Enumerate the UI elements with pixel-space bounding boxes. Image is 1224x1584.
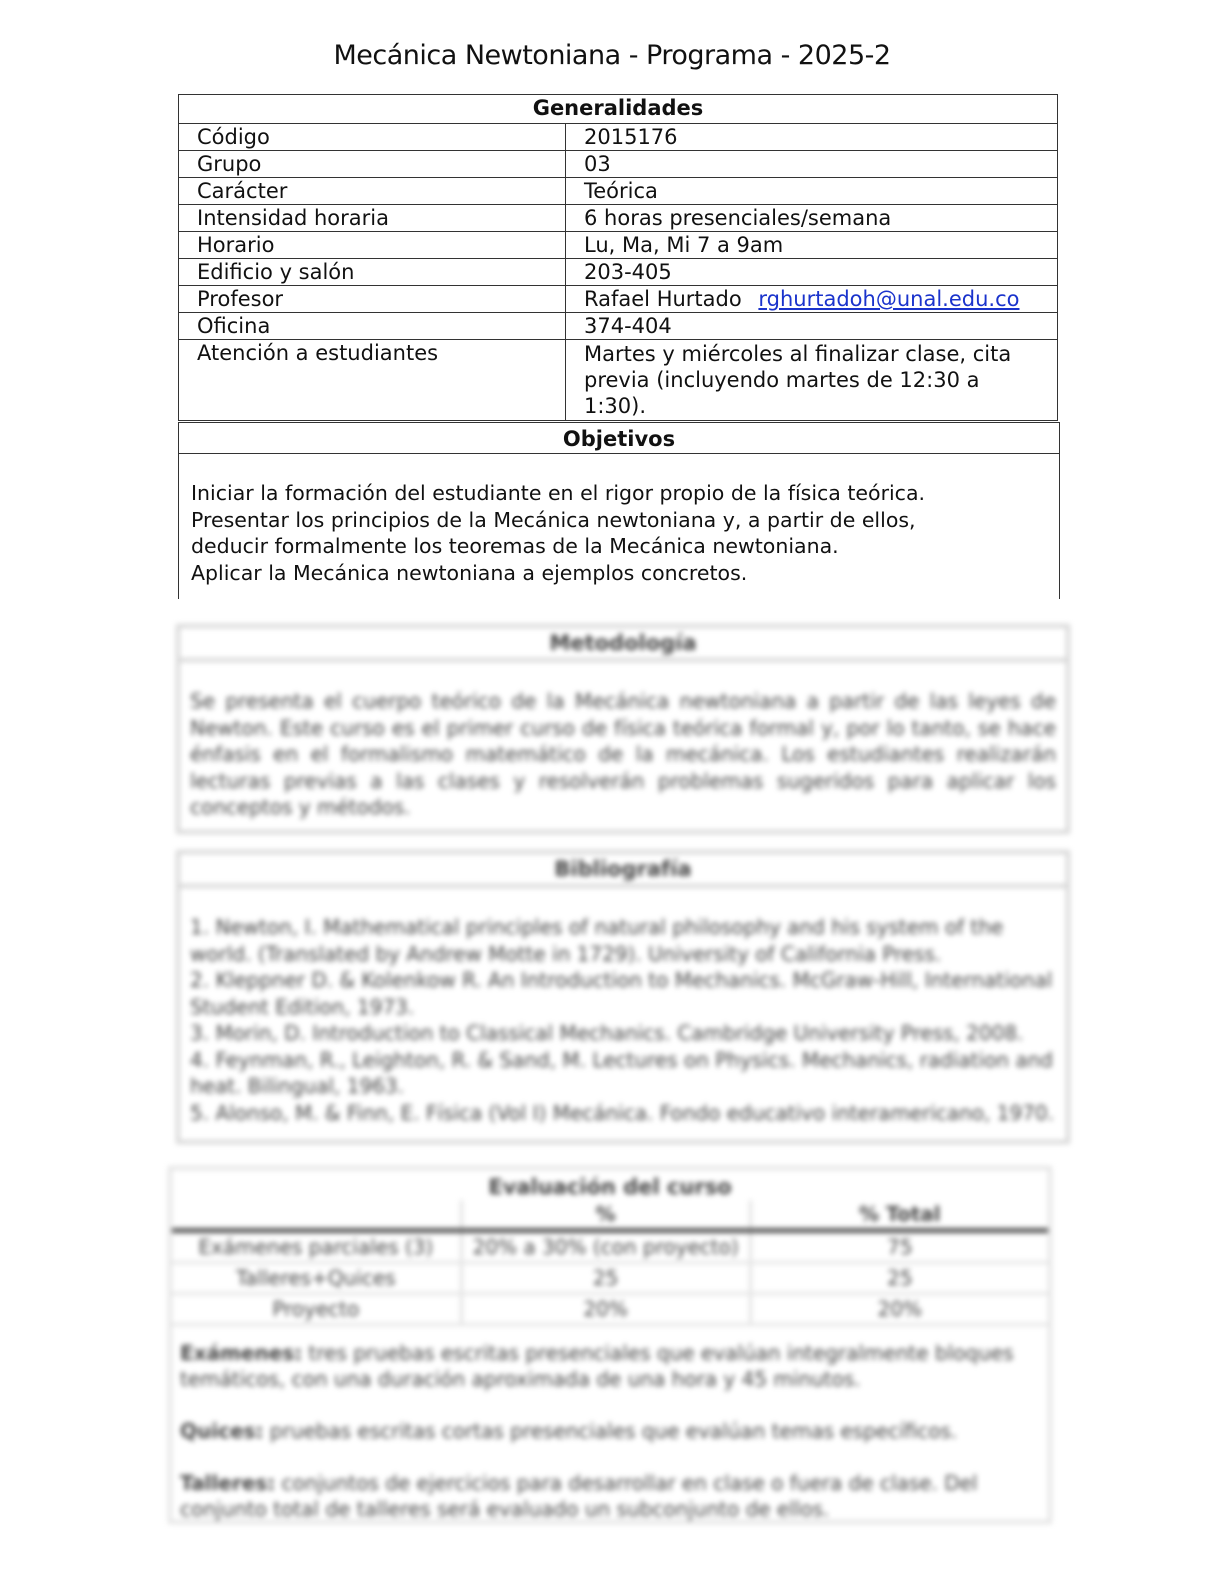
cell: Proyecto xyxy=(172,1294,461,1325)
evaluacion-heading: Evaluación del curso xyxy=(488,1175,732,1199)
row-label: Oficina xyxy=(179,313,566,340)
row-value: 6 horas presenciales/semana xyxy=(566,205,1058,232)
row-value xyxy=(566,286,1058,313)
row-value: 203-405 xyxy=(566,259,1058,286)
objetivo-item: Aplicar la Mecánica newtoniana a ejemplos concretos. xyxy=(191,560,748,585)
cell: 25 xyxy=(750,1263,1048,1294)
note-term: Talleres: xyxy=(180,1471,276,1495)
row-label: Horario xyxy=(179,232,566,259)
cell: Talleres+Quices xyxy=(172,1263,461,1294)
note-text: pruebas escritas cortas presenciales que evalúan temas específicos. xyxy=(269,1419,958,1443)
metodologia-body: Se presenta el cuerpo teórico de la Mecánica newtoniana a partir de las leyes de Newton. Este curso es el primer curso de física teórica formal y, por lo tanto, se hace énfasis en el formalismo matemático de la mecánica. Los estudiantes realizarán lecturas previas a las clases y resolverán problemas sugeridos para aplicar los conceptos y métodos. xyxy=(190,689,1056,819)
table-row xyxy=(179,313,1058,340)
row-label: Edificio y salón xyxy=(179,259,566,286)
row-value: Lu, Ma, Mi 7 a 9am xyxy=(566,232,1058,259)
objetivos-body xyxy=(179,454,1059,596)
bibliography-item: 3. Morin, D. Introduction to Classical Mechanics. Cambridge University Press, 2008. xyxy=(190,1021,1024,1045)
table-row xyxy=(179,232,1058,259)
table-row xyxy=(179,178,1058,205)
cell: 25 xyxy=(461,1263,750,1294)
metodologia-section xyxy=(176,624,1070,834)
row-label: Atención a estudiantes xyxy=(179,340,566,421)
row-label: Grupo xyxy=(179,151,566,178)
row-label: Intensidad horaria xyxy=(179,205,566,232)
note-text: conjuntos de ejercicios para desarrollar en clase o fuera de clase. Del conjunto total de talleres será evaluado un subconjunto de ellos. xyxy=(180,1471,978,1521)
column-header: % xyxy=(461,1200,750,1231)
objetivo-item: Iniciar la formación del estudiante en el rigor propio de la física teórica. xyxy=(191,481,926,505)
evaluacion-table xyxy=(172,1200,1048,1326)
cell: 75 xyxy=(750,1231,1048,1263)
cell: 20% a 30% (con proyecto) xyxy=(461,1231,750,1263)
objetivo-item: Presentar los principios de la Mecánica newtoniana y, a partir de ellos, deducir formalmente los teoremas de la Mecánica newtoniana. xyxy=(191,507,916,558)
table-row xyxy=(172,1231,1048,1263)
table-row xyxy=(179,259,1058,286)
generalidades-table xyxy=(178,94,1058,421)
cell: Exámenes parciales (3) xyxy=(172,1231,461,1263)
note-talleres xyxy=(180,1470,1038,1522)
row-value: 2015176 xyxy=(566,124,1058,151)
evaluacion-notes xyxy=(172,1326,1048,1522)
objetivos-section xyxy=(178,422,1060,599)
column-header xyxy=(172,1200,461,1231)
table-row xyxy=(179,340,1058,421)
note-quices xyxy=(180,1418,1038,1444)
page-title: Mecánica Newtoniana - Programa - 2025-2 xyxy=(333,40,891,71)
bibliography-item: 5. Alonso, M. & Finn, E. Física (Vol I) Mecánica. Fondo educativo interamericano, 1970. xyxy=(190,1100,1055,1125)
note-examenes xyxy=(180,1340,1038,1392)
note-term: Quices: xyxy=(180,1419,264,1443)
cell: 20% xyxy=(461,1294,750,1325)
row-label: Carácter xyxy=(179,178,566,205)
metodologia-heading: Metodología xyxy=(180,628,1066,662)
row-value: 374-404 xyxy=(566,313,1058,340)
column-header: % Total xyxy=(750,1200,1048,1231)
row-value: 03 xyxy=(566,151,1058,178)
table-row xyxy=(172,1263,1048,1294)
table-row xyxy=(179,205,1058,232)
cell: 20% xyxy=(750,1294,1048,1325)
table-row xyxy=(179,124,1058,151)
bibliography-item: 2. Kleppner D. & Kolenkow R. An Introduction to Mechanics. McGraw-Hill, International Student Edition, 1973. xyxy=(190,968,1053,1019)
generalidades-heading: Generalidades xyxy=(179,95,1058,124)
bibliografia-list xyxy=(180,888,1066,1136)
professor-email-link[interactable]: rghurtadoh@unal.edu.co xyxy=(758,287,1020,311)
objetivos-heading: Objetivos xyxy=(179,423,1059,454)
table-row xyxy=(179,151,1058,178)
table-row xyxy=(172,1294,1048,1325)
note-text: tres pruebas escritas presenciales que evalúan integralmente bloques temáticos, con una duración aproximada de una hora y 45 minutos. xyxy=(180,1341,1014,1391)
bibliografia-heading: Bibliografía xyxy=(180,854,1066,888)
note-term: Exámenes: xyxy=(180,1341,303,1365)
bibliografia-section xyxy=(176,850,1070,1144)
bibliography-item: 1. Newton, I. Mathematical principles of natural philosophy and his system of the world. (Translated by Andrew Motte in 1729). University of California Press. xyxy=(190,915,1004,966)
professor-name: Rafael Hurtado xyxy=(584,287,742,311)
row-value: Martes y miércoles al finalizar clase, cita previa (incluyendo martes de 12:30 a 1:30). xyxy=(566,340,1058,421)
bibliography-item: 4. Feynman, R., Leighton, R. & Sand, M. Lectures on Physics. Mechanics, radiation and heat. Bilingual, 1963. xyxy=(190,1047,1053,1098)
evaluacion-section xyxy=(168,1166,1052,1524)
row-label: Profesor xyxy=(179,286,566,313)
row-label: Código xyxy=(179,124,566,151)
row-value: Teórica xyxy=(566,178,1058,205)
table-row xyxy=(179,286,1058,313)
